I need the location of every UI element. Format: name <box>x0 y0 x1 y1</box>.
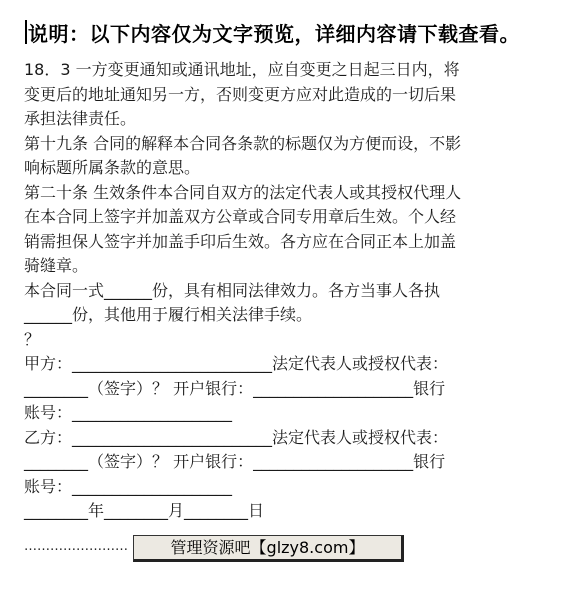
clause-18-3 <box>24 58 564 132</box>
party-a-line-3: 账号：____________________ <box>24 403 233 422</box>
clause-20 <box>24 181 564 279</box>
question-mark: ？ <box>24 329 41 349</box>
party-b-line-1: 乙方：_________________________法定代表人或授权代表： <box>24 427 449 447</box>
party-b-line-3: 账号：____________________ <box>24 476 233 496</box>
copies-clause <box>24 279 564 328</box>
question-mark-line <box>24 328 564 353</box>
clause-18-3-line-1: 18．3 一方变更通知或通讯地址，应自变更之日起三日内，将 <box>24 60 460 79</box>
preview-notice-banner: 说明：以下内容仅为文字预览，详细内容请下载查看。 <box>28 22 520 46</box>
date-line: ________年________月________日 <box>24 501 265 520</box>
clause-18-3-line-2: 变更后的地址通知另一方，否则变更方应对此造成的一切后果 <box>24 84 457 104</box>
dotted-leader: …………………… <box>24 539 128 554</box>
party-b-line-2: ________（签字）？ 开户银行：____________________银行 <box>24 452 446 471</box>
clause-19-line-1: 第十九条 合同的解释本合同各条款的标题仅为方便而设，不影 <box>24 133 462 153</box>
clause-20-line-4: 骑缝章。 <box>24 256 89 275</box>
party-b-block <box>24 426 564 500</box>
clause-19 <box>24 132 564 181</box>
date-block <box>24 499 564 524</box>
clause-18-3-line-3: 承担法律责任。 <box>24 109 137 128</box>
clause-20-line-3: 销需担保人签字并加盖手印后生效。各方应在合同正本上加盖 <box>24 231 457 251</box>
party-a-block <box>24 352 564 426</box>
party-a-line-1: 甲方：_________________________法定代表人或授权代表： <box>24 354 449 373</box>
clause-20-line-1: 第二十条 生效条件本合同自双方的法定代表人或其授权代理人 <box>24 182 462 202</box>
source-watermark-box: 管理资源吧【glzy8.com】 <box>133 535 404 562</box>
clause-19-line-2: 响标题所属条款的意思。 <box>24 158 201 177</box>
contract-document <box>24 58 564 524</box>
clause-20-line-2: 在本合同上签字并加盖双方公章或合同专用章后生效。个人经 <box>24 207 457 226</box>
copies-line-2: ______份，其他用于履行相关法律手续。 <box>24 305 313 324</box>
copies-line-1: 本合同一式______份，具有相同法律效力。各方当事人各执 <box>24 280 441 300</box>
party-a-line-2: ________（签字）？ 开户银行：____________________银行 <box>24 378 446 398</box>
text-cursor <box>25 20 27 44</box>
